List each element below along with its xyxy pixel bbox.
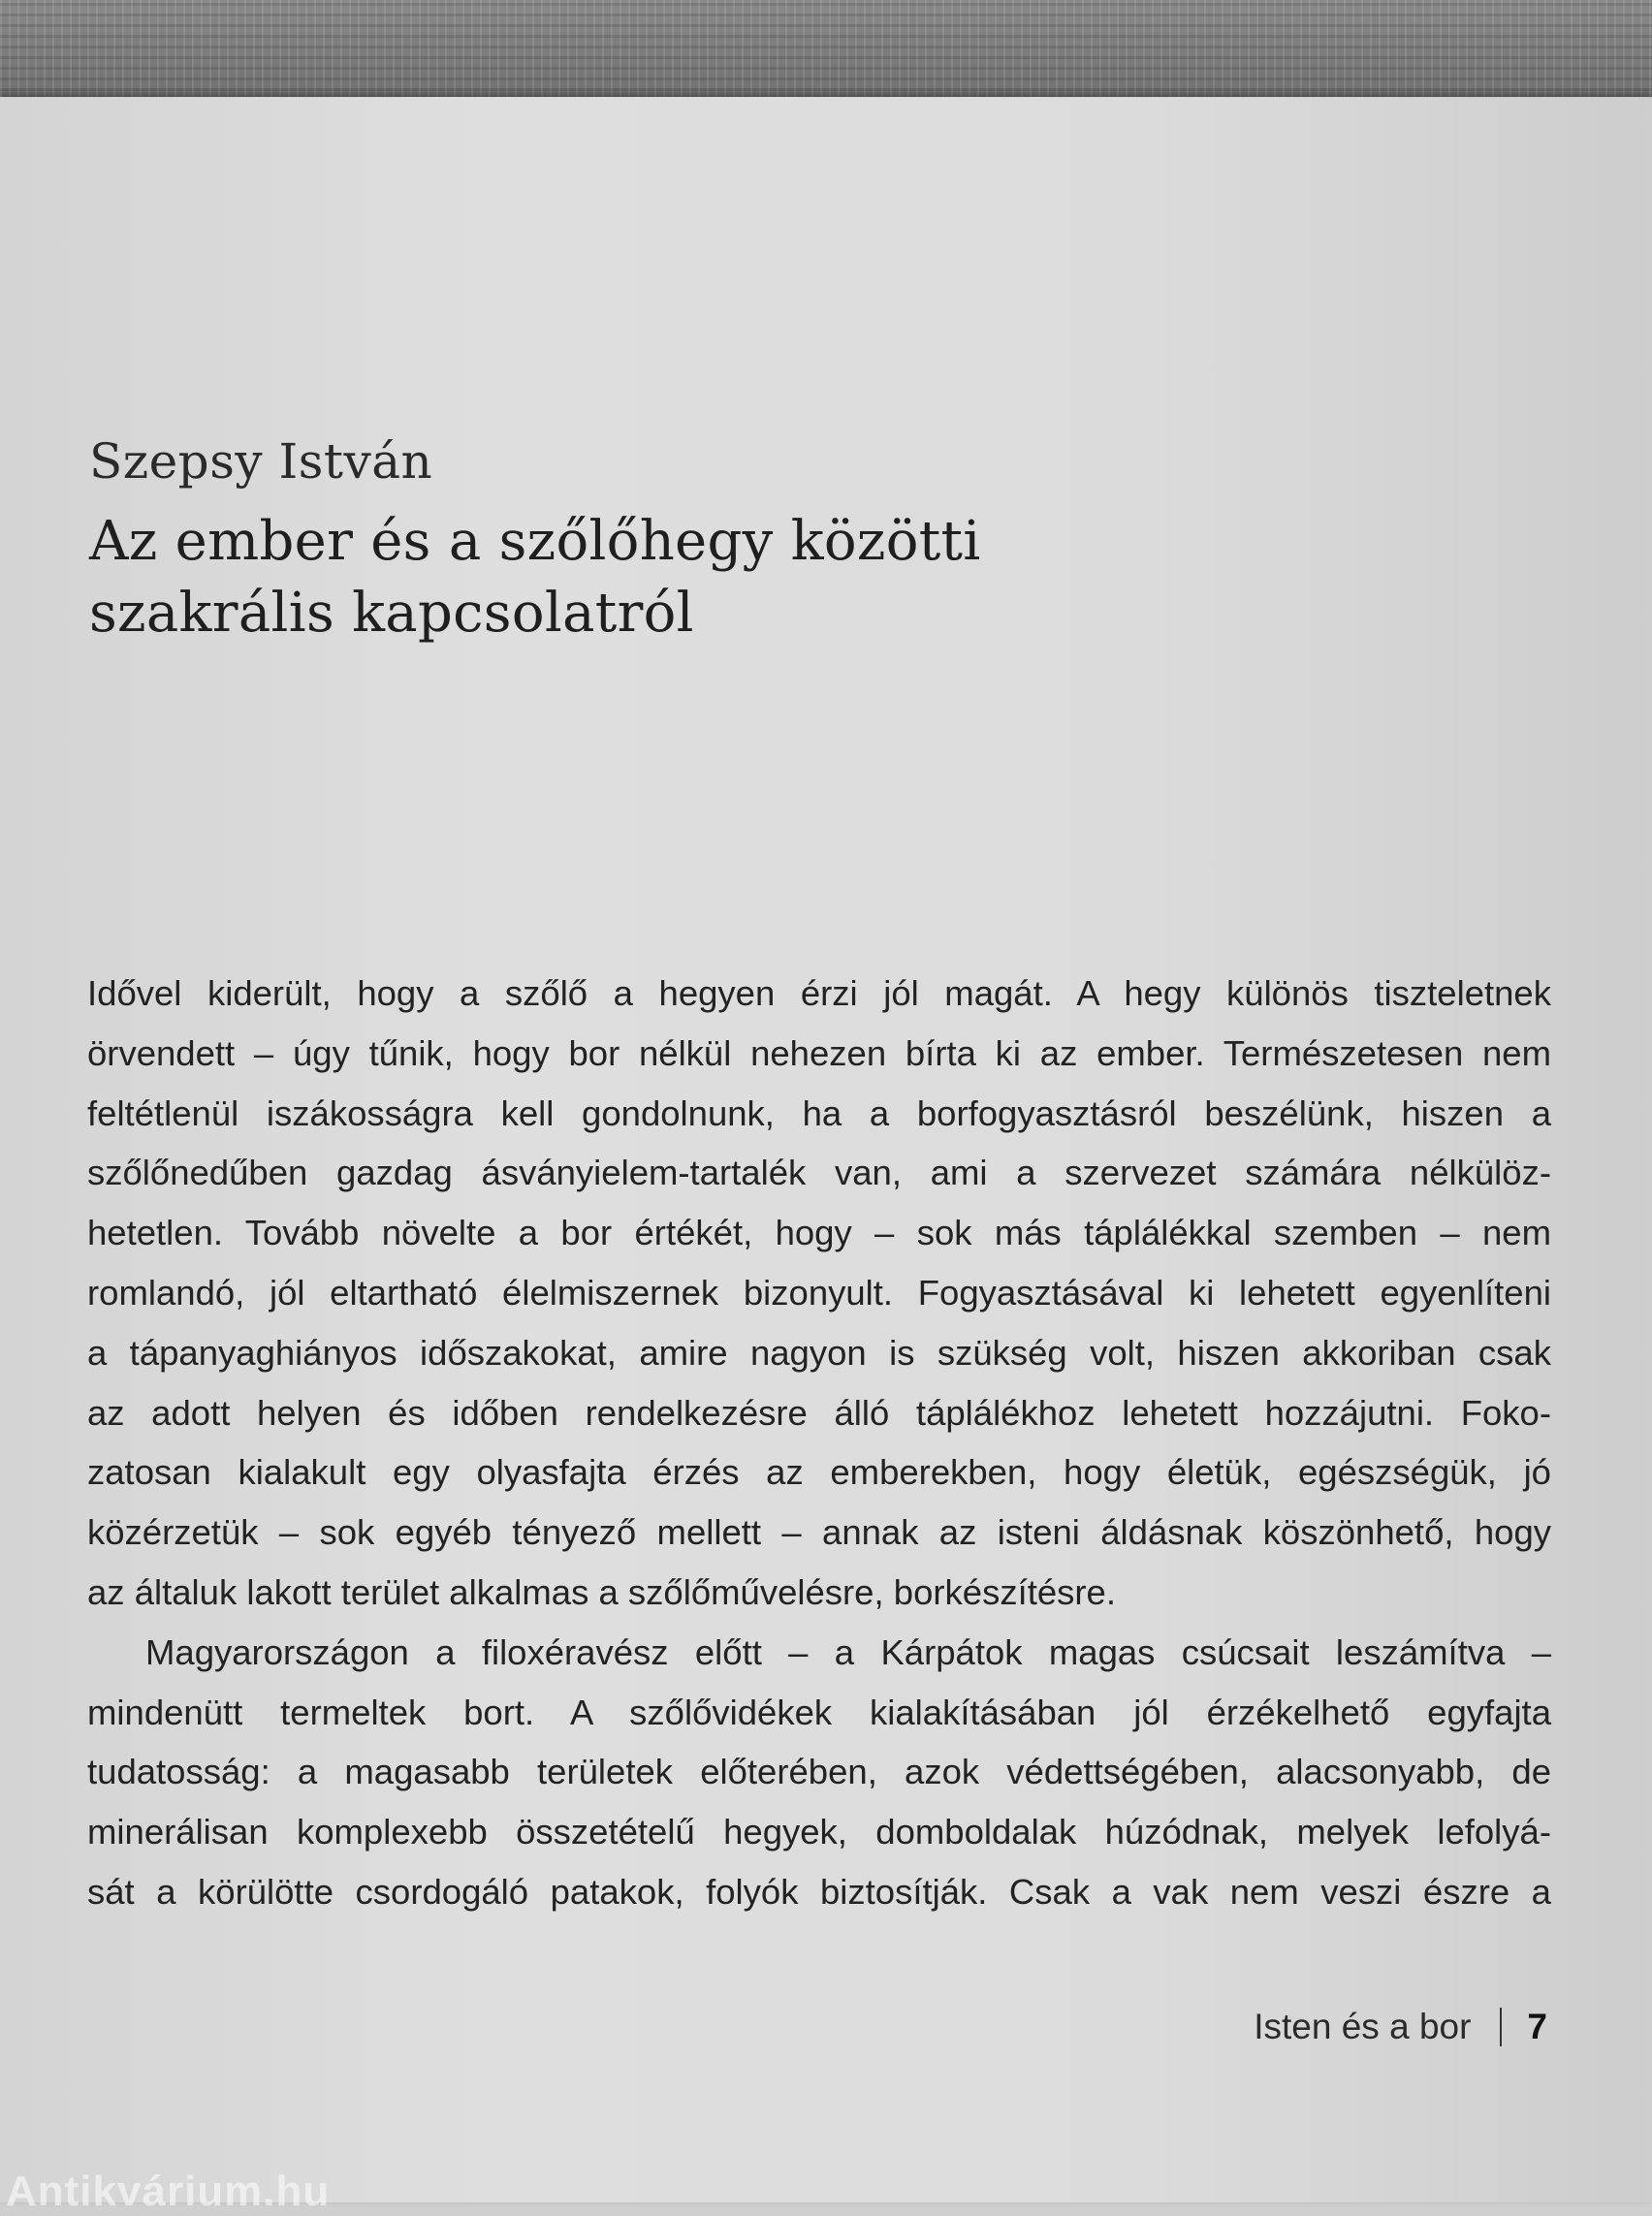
paragraph-line: mindenütt termeltek bort. A szőlővidékek kialakításában jól érzékelhető egyfajta [87, 1692, 1551, 1732]
chapter-title-line: Az ember és a szőlőhegy közötti [89, 510, 981, 573]
paragraph-line: romlandó, jól eltartható élelmiszernek bizonyult. Fogyasztásával ki lehetett egyenlíteni [87, 1272, 1551, 1313]
paragraph-line: tudatosság: a magasabb területek előterében, azok védettségében, alacsonyabb, de [87, 1752, 1551, 1792]
paragraph-line: Magyarországon a filoxéravész előtt – a Kárpátok magas csúcsait leszámítva – [145, 1631, 1551, 1672]
running-title: Isten és a bor [1254, 2007, 1472, 2046]
paragraph-line: Idővel kiderült, hogy a szőlő a hegyen érzi jól magát. A hegy különös tiszteletnek [87, 973, 1551, 1013]
paragraph-line: szőlőnedűben gazdag ásványielem-tartalék van, ami a szervezet számára nélkülöz- [87, 1153, 1551, 1193]
watermark: Antikvárium.hu [6, 2168, 331, 2215]
paragraph-line: hetetlen. Tovább növelte a bor értékét, hogy – sok más táplálékkal szemben – nem [87, 1213, 1551, 1253]
paragraph-line: sát a körülötte csordogáló patakok, folyók biztosítják. Csak a vak nem veszi észre a [87, 1871, 1551, 1912]
paragraph-line: feltétlenül iszákosságra kell gondolnunk, ha a borfogyasztásról beszélünk, hiszen a [87, 1092, 1551, 1133]
background-surface [0, 0, 1652, 102]
paragraph-line: örvendett – úgy tűnik, hogy bor nélkül nehezen bírta ki az ember. Természetesen nem [87, 1032, 1551, 1073]
paragraph-line: a tápanyaghiányos időszakokat, amire nagyon is szükség volt, hiszen akkoriban csak [87, 1332, 1551, 1373]
paragraph-line: zatosan kialakult egy olyasfajta érzés az emberekben, hogy életük, egészségük, jó [87, 1452, 1551, 1493]
chapter-title [89, 506, 1156, 649]
paragraph-line: az általuk lakott terület alkalmas a szőlőművelésre, borkészítésre. [87, 1571, 1116, 1612]
paragraph-line: az adott helyen és időben rendelkezésre álló táplálékhoz lehetett hozzájutni. Foko- [87, 1392, 1551, 1433]
body-text [87, 964, 1551, 1922]
author-name: Szepsy István [89, 433, 433, 490]
footer-divider [1500, 2008, 1502, 2046]
page-footer [1254, 2007, 1547, 2047]
chapter-title-line: szakrális kapcsolatról [89, 582, 694, 645]
paragraph-line: közérzetük – sok egyéb tényező mellett – annak az isteni áldásnak köszönhető, hogy [87, 1512, 1551, 1553]
page-number: 7 [1527, 2007, 1547, 2046]
paragraph-line: minerálisan komplexebb összetételű hegyek, domboldalak húzódnak, melyek lefolyá- [87, 1812, 1551, 1852]
